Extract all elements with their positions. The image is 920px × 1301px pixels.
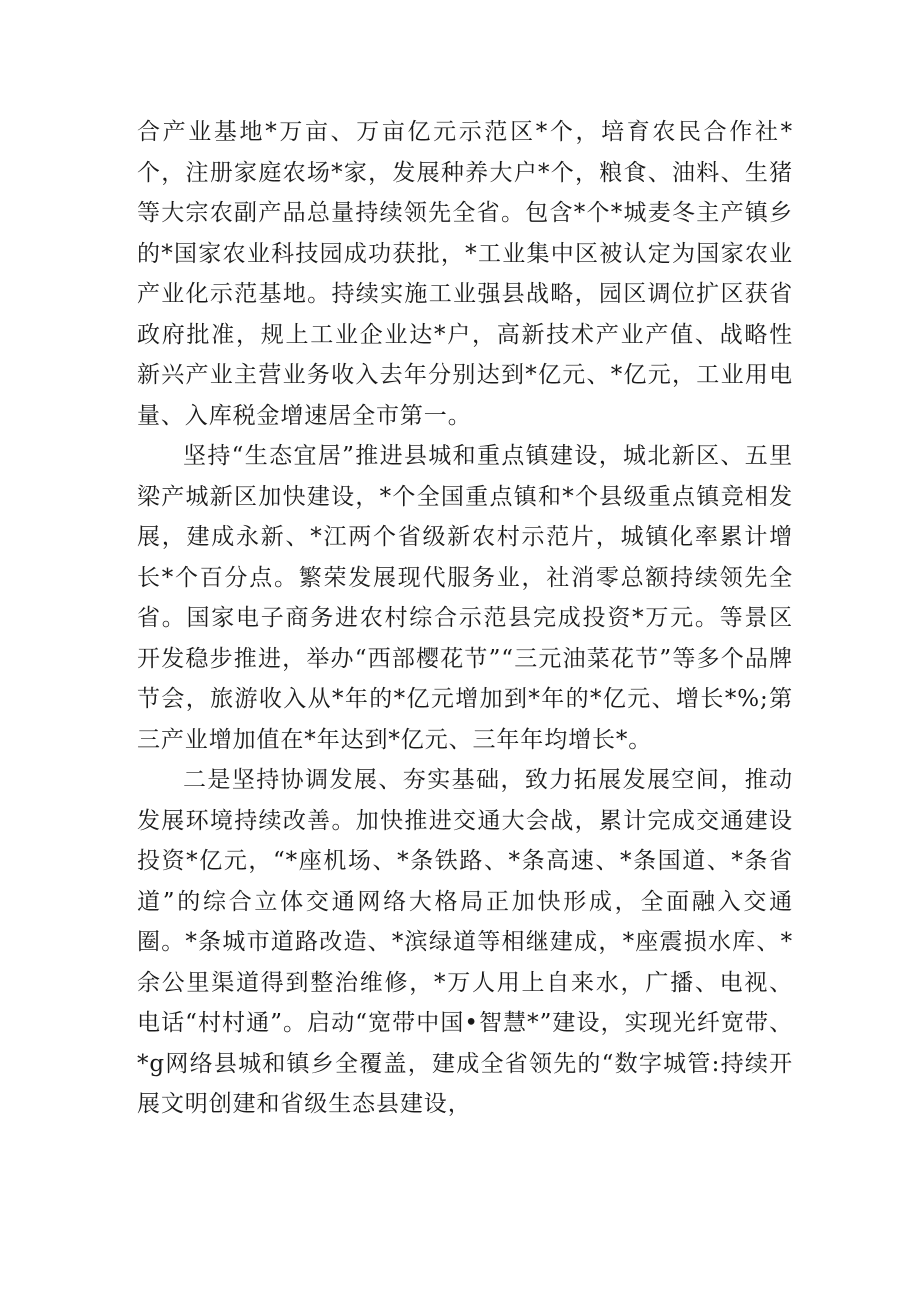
paragraph-coordinated-development: 二是坚持协调发展、夯实基础，致力拓展发展空间，推动发展环境持续改善。加快推进交通大会战，累计完成交通建设投资*亿元，“*座机场、*条铁路、*条高速、*条国道、*条省道”的综合立体交通网络大格局正加快形成，全面融入交通圈。*条城市道路改造、*滨绿道等相继建成，*座震损水库、*余公里渠道得到整治维修，*万人用上自来水，广播、电视、电话“村村通”。启动“宽带中国•智慧*”建设，实现光纤宽带、*g网络县城和镇乡全覆盖，建成全省领先的“数字城管:持续开展文明创建和省级生态县建设， (137, 767, 793, 1117)
paragraph-continuation: 合产业基地*万亩、万亩亿元示范区*个，培育农民合作社*个，注册家庭农场*家，发展种养大户*个，粮食、油料、生猪等大宗农副产品总量持续领先全省。包含*个*城麦冬主产镇乡的*国家农业科技园成功获批，*工业集中区被认定为国家农业产业化示范基地。持续实施工业强县战略，园区调位扩区获省政府批准，规上工业企业达*户，高新技术产业产值、战略性新兴产业主营业务收入去年分别达到*亿元、*亿元，工业用电量、入库税金增速居全市第一。 (137, 119, 793, 429)
document-body (137, 112, 793, 1125)
paragraph-urban-development: 坚持“生态宜居”推进县城和重点镇建设，城北新区、五里梁产城新区加快建设，*个全国重点镇和*个县级重点镇竞相发展，建成永新、*江两个省级新农村示范片，城镇化率累计增长*个百分点。繁荣发展现代服务业，社消零总额持续领先全省。国家电子商务进农村综合示范县完成投资*万元。等景区开发稳步推进，举办“西部樱花节”“三元油菜花节”等多个品牌节会，旅游收入从*年的*亿元增加到*年的*亿元、增长*%;第三产业增加值在*年达到*亿元、三年年均增长*。 (137, 443, 793, 753)
